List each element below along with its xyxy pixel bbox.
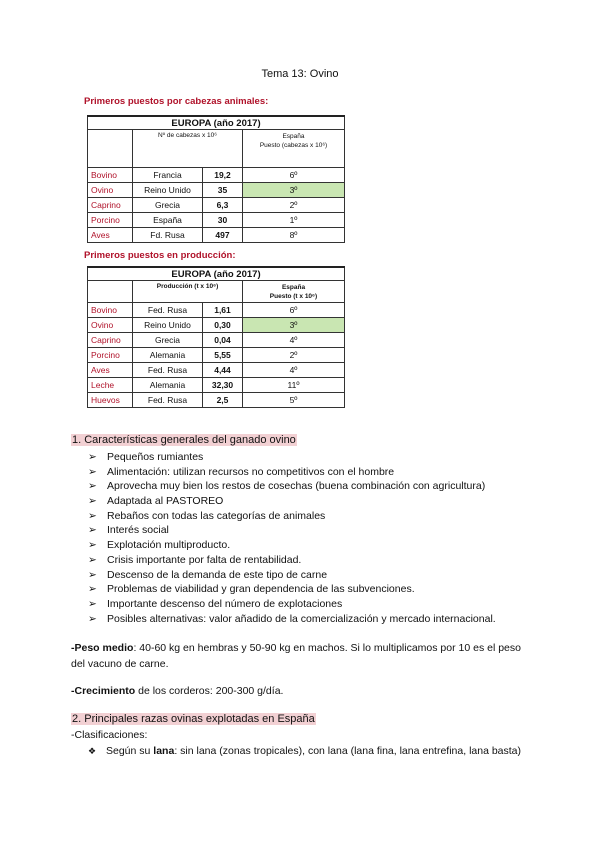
cell-rank: 2º [243, 198, 345, 213]
table-row [88, 393, 345, 408]
list-item [88, 597, 496, 612]
cell-cat: Ovino [88, 318, 133, 333]
table-row [88, 348, 345, 363]
table2-col-spain: España Puesto (t x 10⁶) [243, 281, 345, 303]
cell-value: 19,2 [203, 168, 243, 183]
cell-cat: Huevos [88, 393, 133, 408]
list-item-text: Descenso de la demanda de este tipo de carne [107, 568, 328, 581]
cell-value: 30 [203, 213, 243, 228]
table-cabezas [87, 115, 345, 243]
list-item-text: Importante descenso del número de explotaciones [107, 597, 343, 610]
section2-sub: -Clasificaciones: [71, 729, 148, 741]
table-row [88, 213, 345, 228]
table2-region: EUROPA (año 2017) [88, 267, 345, 281]
cell-rank: 4º [243, 333, 345, 348]
cell-rank: 6º [243, 168, 345, 183]
cell-cat: Bovino [88, 168, 133, 183]
cell-country: Alemania [133, 348, 203, 363]
cell-cat: Caprino [88, 198, 133, 213]
list-item [88, 568, 496, 583]
list-item [88, 582, 496, 597]
list-item [88, 538, 496, 553]
table-row [88, 303, 345, 318]
cell-country: Alemania [133, 378, 203, 393]
section1-heading: 1. Características generales del ganado ovino [72, 434, 296, 446]
cell-cat: Porcino [88, 213, 133, 228]
table2-heading: Primeros puestos en producción: [84, 250, 236, 261]
cell-value: 0,04 [203, 333, 243, 348]
cell-rank: 2º [243, 348, 345, 363]
cell-country: Francia [133, 168, 203, 183]
cell-cat: Caprino [88, 333, 133, 348]
cell-country: Fed. Rusa [133, 393, 203, 408]
cell-value: 32,30 [203, 378, 243, 393]
table-row [88, 333, 345, 348]
cell-rank: 8º [243, 228, 345, 243]
cell-country: Fed. Rusa [133, 303, 203, 318]
cell-value: 2,5 [203, 393, 243, 408]
arrow-bullet-icon: ➢ [88, 524, 97, 537]
diamond-bullet-icon: ❖ [88, 746, 97, 756]
arrow-bullet-icon: ➢ [88, 612, 97, 625]
cell-rank: 3º [243, 318, 345, 333]
cell-rank: 4º [243, 363, 345, 378]
list-item [88, 509, 496, 524]
cell-value: 0,30 [203, 318, 243, 333]
arrow-bullet-icon: ➢ [88, 451, 97, 463]
table1-col-spain: España Puesto (cabezas x 10⁶) [243, 130, 345, 168]
table-row [88, 378, 345, 393]
list-item-text: Problemas de viabilidad y gran dependencia de las subvenciones. [107, 583, 415, 596]
section2-heading: 2. Principales razas ovinas explotadas en España [72, 713, 315, 725]
peso-medio: -Peso medio: 40-60 kg en hembras y 50-90 kg en machos. Si lo multiplicamos por 10 es el peso del vacuno de carne. [71, 642, 521, 670]
characteristics-list [88, 450, 496, 626]
list-item-text: Posibles alternativas: valor añadido de la comercialización y mercado internacional. [107, 612, 496, 625]
cell-value: 1,61 [203, 303, 243, 318]
table-row [88, 363, 345, 378]
arrow-bullet-icon: ➢ [88, 495, 97, 508]
cell-rank: 11º [243, 378, 345, 393]
table-row [88, 318, 345, 333]
table-row [88, 198, 345, 213]
cell-rank: 1º [243, 213, 345, 228]
list-item-text: Adaptada al PASTOREO [107, 495, 224, 508]
cell-rank: 6º [243, 303, 345, 318]
table1-col-value: Nº de cabezas x 10⁶ [133, 130, 243, 168]
list-item-text: Alimentación: utilizan recursos no competitivos con el hombre [107, 465, 395, 478]
cell-value: 6,3 [203, 198, 243, 213]
table1-heading: Primeros puestos por cabezas animales: [84, 96, 269, 107]
arrow-bullet-icon: ➢ [88, 597, 97, 610]
list-item [88, 450, 496, 465]
list-item-text: Aprovecha muy bien los restos de cosechas (buena combinación con agricultura) [107, 480, 486, 493]
cell-value: 35 [203, 183, 243, 198]
list-item [88, 553, 496, 568]
list-item-text: Rebaños con todas las categorías de animales [107, 509, 326, 522]
list-item-text: Crisis importante por falta de rentabilidad. [107, 553, 302, 566]
list-item [88, 479, 496, 494]
cell-country: Fed. Rusa [133, 363, 203, 378]
cell-country: Grecia [133, 198, 203, 213]
table-row [88, 168, 345, 183]
list-item-text: Pequeños rumiantes [107, 451, 204, 463]
list-item-text: Explotación multiproducto. [107, 539, 231, 552]
page-title: Tema 13: Ovino [261, 68, 339, 80]
arrow-bullet-icon: ➢ [88, 583, 97, 596]
table-produccion [87, 266, 345, 408]
cell-country: Fd. Rusa [133, 228, 203, 243]
cell-value: 497 [203, 228, 243, 243]
arrow-bullet-icon: ➢ [88, 480, 97, 493]
cell-cat: Bovino [88, 303, 133, 318]
list-item [88, 523, 496, 538]
lana-item: ❖ Según su lana: sin lana (zonas tropicales), con lana (lana fina, lana entrefina, lana basta) [88, 745, 522, 757]
table2-col-value: Producción (t x 10⁶) [133, 281, 243, 303]
cell-value: 5,55 [203, 348, 243, 363]
arrow-bullet-icon: ➢ [88, 509, 97, 522]
crecimiento: -Crecimiento de los corderos: 200-300 g/día. [71, 685, 284, 697]
cell-rank: 3º [243, 183, 345, 198]
cell-country: Reino Unido [133, 183, 203, 198]
arrow-bullet-icon: ➢ [88, 553, 97, 566]
list-item [88, 494, 496, 509]
cell-country: España [133, 213, 203, 228]
table-row [88, 228, 345, 243]
cell-country: Grecia [133, 333, 203, 348]
cell-country: Reino Unido [133, 318, 203, 333]
cell-rank: 5º [243, 393, 345, 408]
arrow-bullet-icon: ➢ [88, 539, 97, 552]
table-row [88, 183, 345, 198]
cell-cat: Leche [88, 378, 133, 393]
cell-cat: Aves [88, 228, 133, 243]
arrow-bullet-icon: ➢ [88, 568, 97, 581]
cell-value: 4,44 [203, 363, 243, 378]
list-item [88, 612, 496, 627]
table1-region: EUROPA (año 2017) [88, 116, 345, 130]
cell-cat: Aves [88, 363, 133, 378]
cell-cat: Porcino [88, 348, 133, 363]
cell-cat: Ovino [88, 183, 133, 198]
arrow-bullet-icon: ➢ [88, 465, 97, 478]
list-item [88, 465, 496, 480]
list-item-text: Interés social [107, 524, 169, 537]
